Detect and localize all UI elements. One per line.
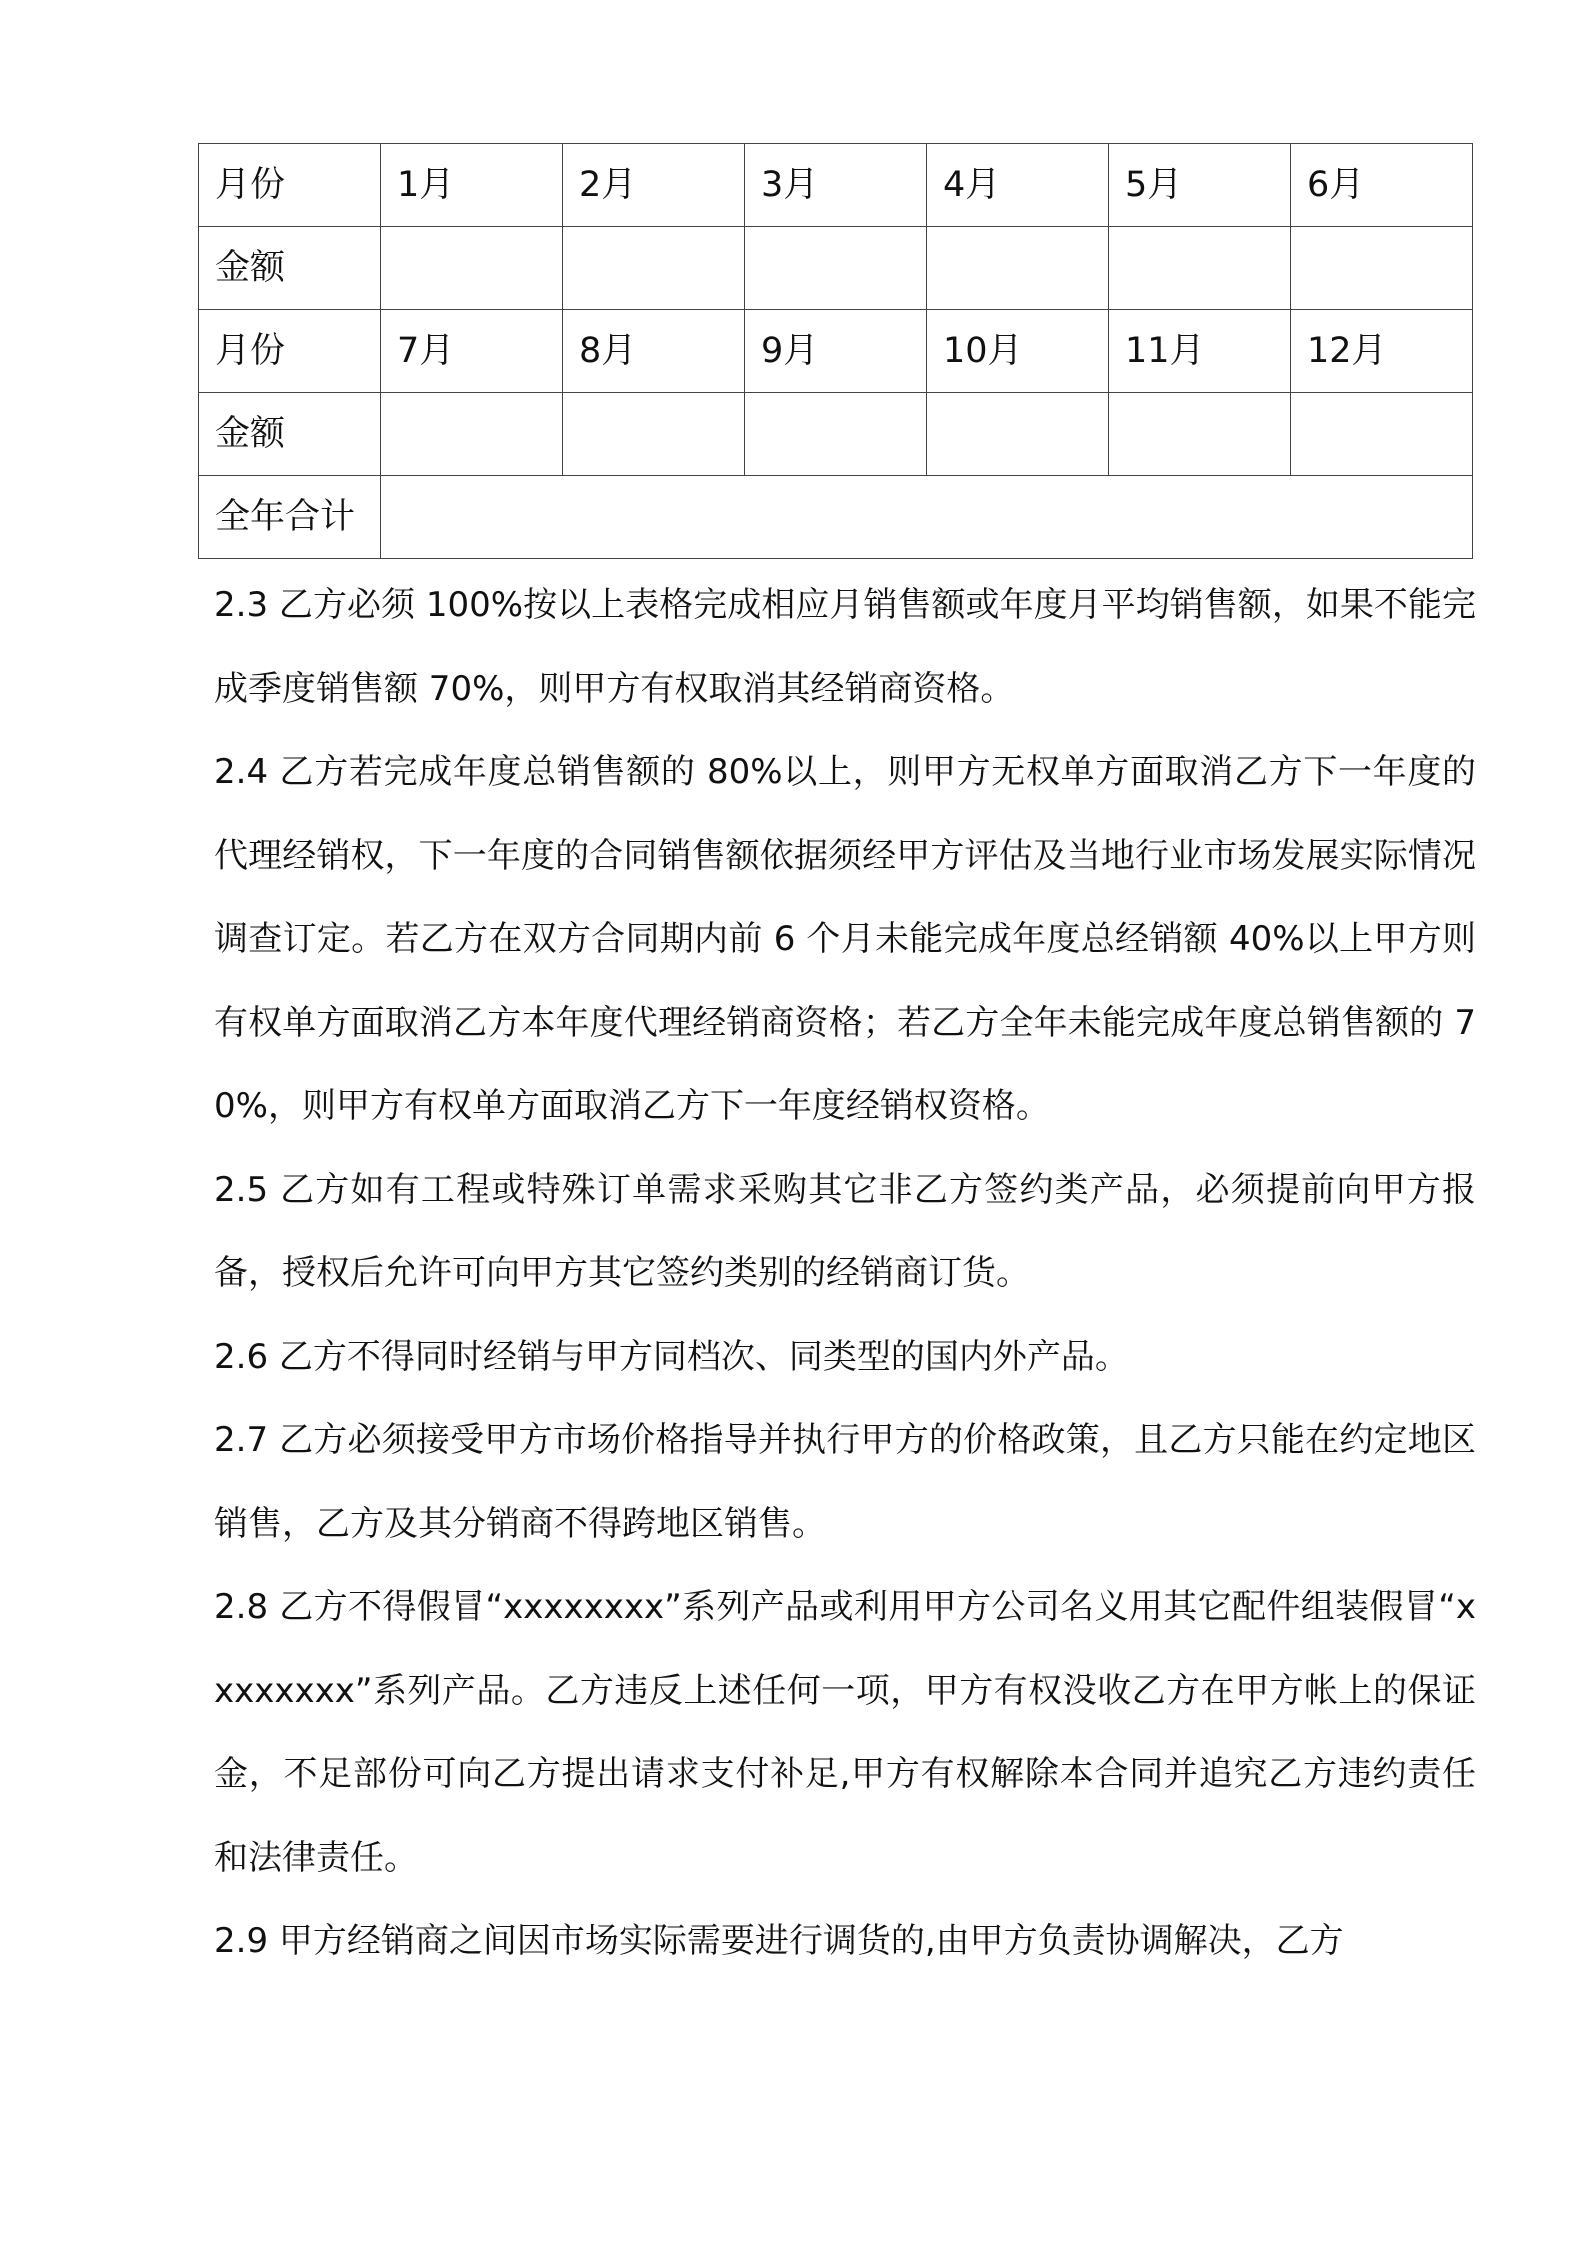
row-label: 月份 [199,144,381,227]
clause-2-3: 2.3 乙方必须 100%按以上表格完成相应月销售额或年度月平均销售额，如果不能完成季度销售额 70%，则甲方有权取消其经销商资格。 [214,585,1476,709]
table-cell: 7月 [381,310,563,393]
table-cell: 11月 [1109,310,1291,393]
table-cell: 3月 [745,144,927,227]
table-cell [381,227,563,310]
table-cell [745,227,927,310]
table-row [199,144,1473,227]
table-cell: 1月 [381,144,563,227]
table-cell [1109,393,1291,476]
table-row [199,393,1473,476]
table-cell: 8月 [563,310,745,393]
table-row [199,227,1473,310]
table-cell: 12月 [1291,310,1473,393]
table-cell [563,393,745,476]
table-cell: 6月 [1291,144,1473,227]
table-cell: 2月 [563,144,745,227]
table-cell: 5月 [1109,144,1291,227]
table-row [199,310,1473,393]
table-cell [563,227,745,310]
clause-2-6: 2.6 乙方不得同时经销与甲方同档次、同类型的国内外产品。 [214,1336,1129,1377]
table-cell: 10月 [927,310,1109,393]
clause-2-7: 2.7 乙方必须接受甲方市场价格指导并执行甲方的价格政策，且乙方只能在约定地区销售，乙方及其分销商不得跨地区销售。 [214,1420,1476,1544]
table-cell [927,393,1109,476]
table-cell [927,227,1109,310]
total-value-cell [381,476,1473,559]
row-label: 金额 [199,227,381,310]
table-cell [381,393,563,476]
table-cell [1291,227,1473,310]
table-cell [1291,393,1473,476]
contract-clauses [214,564,1476,1984]
clause-2-9: 2.9 甲方经销商之间因市场实际需要进行调货的,由甲方负责协调解决，乙方 [214,1921,1344,1961]
table-cell: 4月 [927,144,1109,227]
table-cell [1109,227,1291,310]
clause-2-4: 2.4 乙方若完成年度总销售额的 80%以上，则甲方无权单方面取消乙方下一年度的代理经销权，下一年度的合同销售额依据须经甲方评估及当地行业市场发展实际情况调查订定。若乙方在双方合同期内前 6 个月未能完成年度总经销额 40%以上甲方则有权单方面取消乙方本年度代理经销商资格；若乙方全年未能完成年度总销售额的 70%，则甲方有权单方面取消乙方下一年度经销权资格。 [214,752,1476,1126]
clause-2-5: 2.5 乙方如有工程或特殊订单需求采购其它非乙方签约类产品，必须提前向甲方报备，授权后允许可向甲方其它签约类别的经销商订货。 [214,1169,1476,1293]
total-label: 全年合计 [199,476,381,559]
row-label: 月份 [199,310,381,393]
monthly-sales-table [198,143,1473,559]
row-label: 金额 [199,393,381,476]
table-cell [745,393,927,476]
clause-2-8: 2.8 乙方不得假冒“xxxxxxxx”系列产品或利用甲方公司名义用其它配件组装假冒“xxxxxxxx”系列产品。乙方违反上述任何一项，甲方有权没收乙方在甲方帐上的保证金，不足部份可向乙方提出请求支付补足,甲方有权解除本合同并追究乙方违约责任和法律责任。 [214,1587,1476,1878]
table-row-total [199,476,1473,559]
table-cell: 9月 [745,310,927,393]
